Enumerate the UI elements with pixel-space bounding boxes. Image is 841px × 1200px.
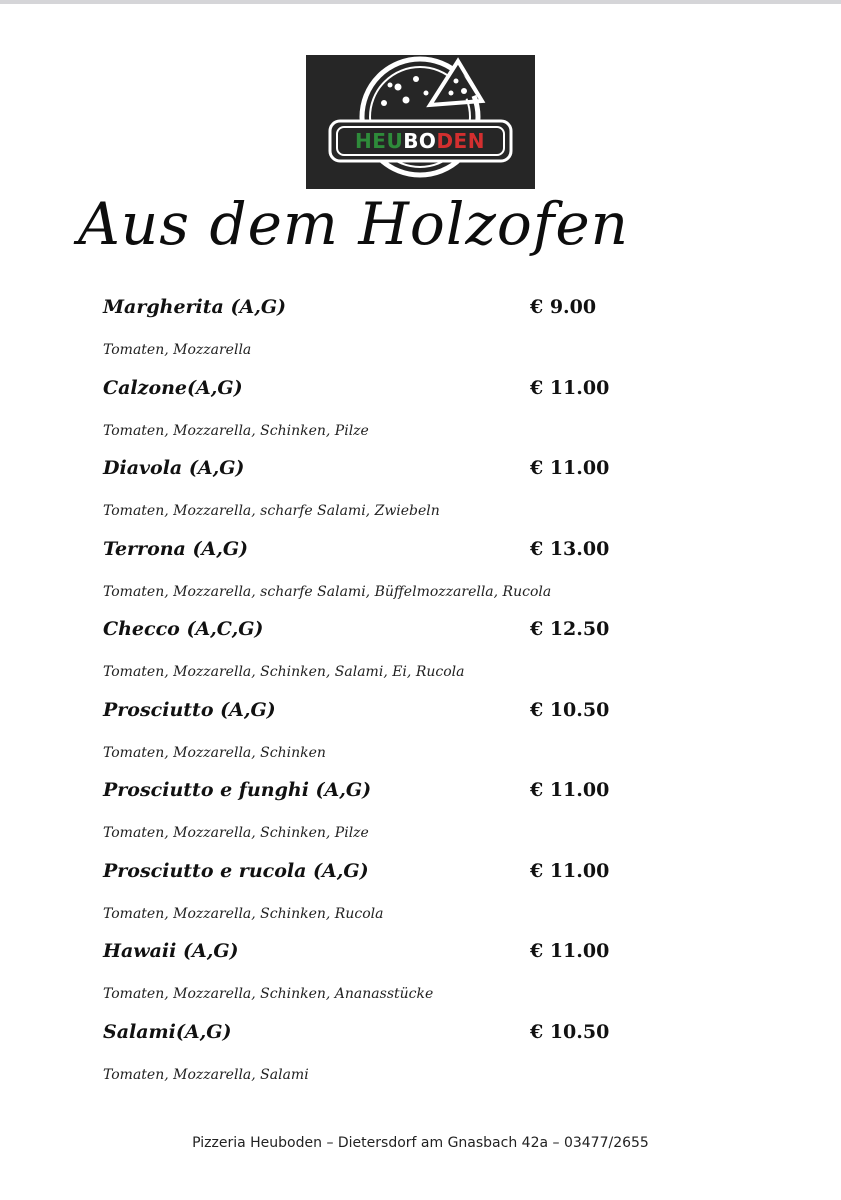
menu-item-name: Terrona (A,G) <box>103 537 249 560</box>
menu-item <box>103 618 723 699</box>
menu-item-description: Tomaten, Mozzarella, Salami <box>103 1066 309 1083</box>
menu-item-price: € 11.00 <box>530 376 610 399</box>
logo-text-heu: HEU <box>355 129 404 153</box>
menu-item <box>103 296 723 377</box>
menu-item-name: Diavola (A,G) <box>103 457 245 479</box>
menu-item <box>103 940 723 1021</box>
menu-item <box>103 538 723 619</box>
menu-item-price: € 11.00 <box>530 457 610 479</box>
menu-item-description: Tomaten, Mozzarella, Schinken, Salami, Ei, Rucola <box>103 664 465 680</box>
menu-item <box>103 860 723 941</box>
menu-item-description: Tomaten, Mozzarella, scharfe Salami, Zwiebeln <box>103 503 440 519</box>
menu-item-description: Tomaten, Mozzarella, Schinken, Pilze <box>103 825 369 841</box>
menu-item-price: € 13.00 <box>530 537 610 560</box>
menu-item-name: Prosciutto e funghi (A,G) <box>103 779 372 801</box>
svg-text:HEUBODEN <box>355 129 485 153</box>
menu-item-description: Tomaten, Mozzarella, scharfe Salami, Büffelmozzarella, Rucola <box>103 583 552 600</box>
logo-text-bo: BO <box>403 129 437 153</box>
menu-item <box>103 779 723 860</box>
menu-item-name: Hawaii (A,G) <box>103 940 239 962</box>
logo-text-den: DEN <box>436 129 485 153</box>
menu-item-price: € 11.00 <box>530 940 610 962</box>
menu-item <box>103 457 723 538</box>
menu-item-price: € 10.50 <box>530 1020 610 1043</box>
menu-item-price: € 9.00 <box>530 296 597 318</box>
menu-item-name: Margherita (A,G) <box>103 296 287 318</box>
menu-item-price: € 11.00 <box>530 859 610 882</box>
menu-title: Aus dem Holzofen <box>78 190 629 258</box>
heuboden-logo <box>306 55 535 189</box>
menu-item <box>103 1021 723 1102</box>
menu-item <box>103 699 723 780</box>
menu-item-price: € 12.50 <box>530 618 610 640</box>
menu-item-description: Tomaten, Mozzarella, Schinken, Rucola <box>103 905 384 922</box>
menu-item-description: Tomaten, Mozzarella <box>103 342 252 358</box>
menu-item-description: Tomaten, Mozzarella, Schinken, Pilze <box>103 422 369 439</box>
menu-item-description: Tomaten, Mozzarella, Schinken <box>103 744 326 761</box>
menu-item <box>103 377 723 458</box>
menu-item-name: Salami(A,G) <box>103 1020 232 1043</box>
menu-item-price: € 11.00 <box>530 779 610 801</box>
menu-item-name: Prosciutto e rucola (A,G) <box>103 859 369 882</box>
footer-contact: Pizzeria Heuboden – Dietersdorf am Gnasbach 42a – 03477/2655 <box>192 1135 649 1151</box>
menu-item-name: Calzone(A,G) <box>103 376 243 399</box>
menu-item-name: Checco (A,C,G) <box>103 618 264 640</box>
menu-item-price: € 10.50 <box>530 698 610 721</box>
top-divider <box>0 0 841 4</box>
menu-item-description: Tomaten, Mozzarella, Schinken, Ananasstücke <box>103 986 434 1002</box>
menu-item-name: Prosciutto (A,G) <box>103 698 276 721</box>
menu-list <box>103 296 723 1101</box>
